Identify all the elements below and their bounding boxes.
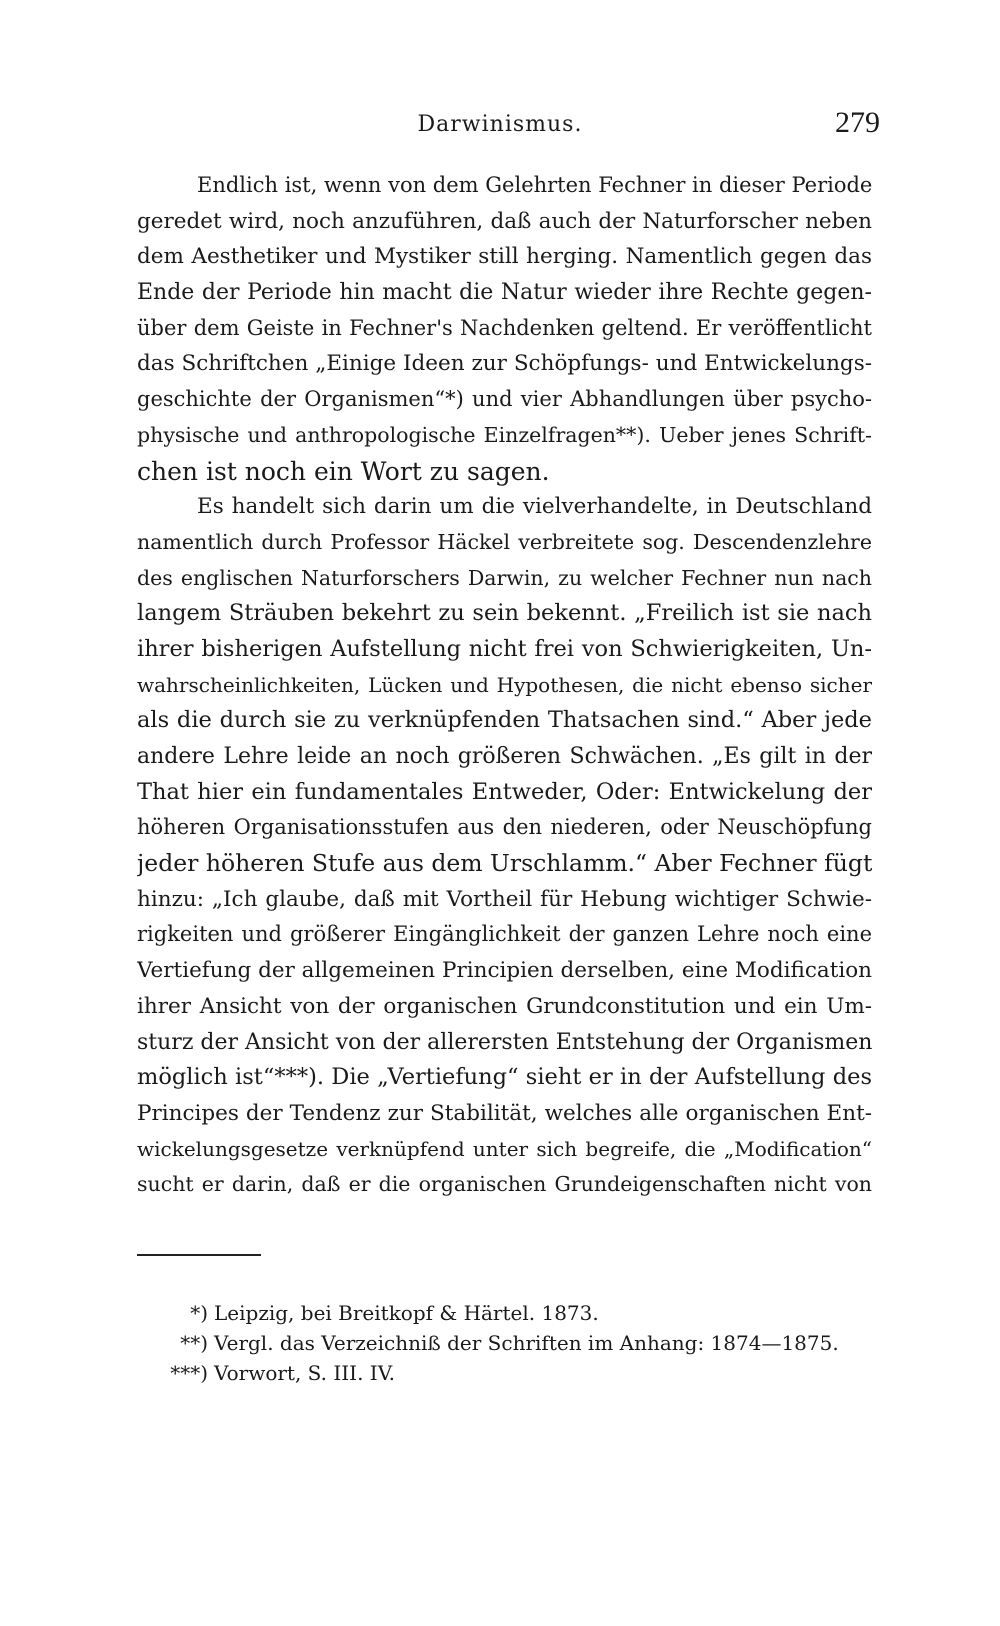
text-line: geredet wird, noch anzuführen, daß auch der Naturforscher neben bbox=[137, 208, 872, 234]
text-line: sturz der Ansicht von der allerersten Entstehung der Organismen bbox=[137, 1029, 872, 1055]
text-line: möglich ist“***). Die „Vertiefung“ sieht er in der Aufstellung des bbox=[137, 1064, 872, 1091]
footnote-mark: *) bbox=[190, 1301, 208, 1325]
text-line: Endlich ist, wenn von dem Gelehrten Fechner in dieser Periode bbox=[197, 173, 872, 197]
page-number: 279 bbox=[835, 106, 880, 139]
text-line: physische und anthropologische Einzelfragen**). Ueber jenes Schrift- bbox=[137, 422, 872, 447]
text-line: sucht er darin, daß er die organischen Grundeigenschaften nicht von bbox=[137, 1172, 872, 1197]
text-line: höheren Organisationsstufen aus den niederen, oder Neuschöpfung bbox=[137, 815, 872, 840]
text-line: geschichte der Organismen“*) und vier Abhandlungen über psycho- bbox=[137, 387, 872, 412]
text-line: ihrer bisherigen Aufstellung nicht frei von Schwierigkeiten, Un- bbox=[137, 635, 872, 662]
running-header: Darwinismus. bbox=[417, 112, 583, 137]
text-line: Principes der Tendenz zur Stabilität, welches alle organischen Ent- bbox=[137, 1100, 872, 1126]
text-line: Es handelt sich darin um die vielverhandelte, in Deutschland bbox=[197, 494, 872, 520]
text-line: namentlich durch Professor Häckel verbreitete sog. Descendenzlehre bbox=[137, 529, 872, 554]
footnote-text: Vorwort, S. III. IV. bbox=[214, 1361, 396, 1385]
text-line: ihrer Ansicht von der organischen Grundconstitution und ein Um- bbox=[137, 993, 872, 1019]
text-line: langem Sträuben bekehrt zu sein bekennt. „Freilich ist sie nach bbox=[137, 600, 872, 627]
text-line: andere Lehre leide an noch größeren Schwächen. „Es gilt in der bbox=[137, 744, 872, 769]
text-line: chen ist noch ein Wort zu sagen. bbox=[137, 456, 550, 486]
text-line: Ende der Periode hin macht die Natur wieder ihre Rechte gegen- bbox=[137, 280, 872, 306]
text-line: That hier ein fundamentales Entweder, Oder: Entwickelung der bbox=[137, 778, 872, 805]
text-line: hinzu: „Ich glaube, daß mit Vortheil für Hebung wichtiger Schwie- bbox=[137, 886, 872, 912]
footnote-text: Vergl. das Verzeichniß der Schriften im Anhang: 1874—1875. bbox=[214, 1331, 839, 1355]
footnote-mark: **) bbox=[180, 1331, 208, 1355]
text-line: dem Aesthetiker und Mystiker still herging. Namentlich gegen das bbox=[137, 244, 872, 270]
text-line: wahrscheinlichkeiten, Lücken und Hypothesen, die nicht ebenso sicher bbox=[137, 672, 872, 697]
text-line: wickelungsgesetze verknüpfend unter sich begreife, die „Modification“ bbox=[137, 1136, 872, 1161]
footnote-text: Leipzig, bei Breitkopf & Härtel. 1873. bbox=[214, 1301, 599, 1325]
text-line: über dem Geiste in Fechner's Nachdenken geltend. Er veröffentlicht bbox=[137, 315, 872, 340]
footnote-separator bbox=[137, 1254, 261, 1256]
body-text bbox=[137, 168, 872, 1203]
text-line: des englischen Naturforschers Darwin, zu welcher Fechner nun nach bbox=[137, 565, 872, 590]
text-line: rigkeiten und größerer Eingänglichkeit der ganzen Lehre noch eine bbox=[137, 922, 872, 947]
footnote-mark: ***) bbox=[170, 1361, 208, 1385]
text-line: jeder höheren Stufe aus dem Urschlamm.“ Aber Fechner fügt bbox=[137, 849, 872, 878]
footnote bbox=[172, 1330, 839, 1356]
footnote bbox=[160, 1360, 395, 1386]
footnote bbox=[190, 1300, 599, 1326]
text-line: das Schriftchen „Einige Ideen zur Schöpfungs- und Entwickelungs- bbox=[137, 351, 872, 377]
text-line: als die durch sie zu verknüpfenden Thatsachen sind.“ Aber jede bbox=[137, 707, 872, 734]
text-line: Vertiefung der allgemeinen Principien derselben, eine Modification bbox=[137, 958, 872, 984]
